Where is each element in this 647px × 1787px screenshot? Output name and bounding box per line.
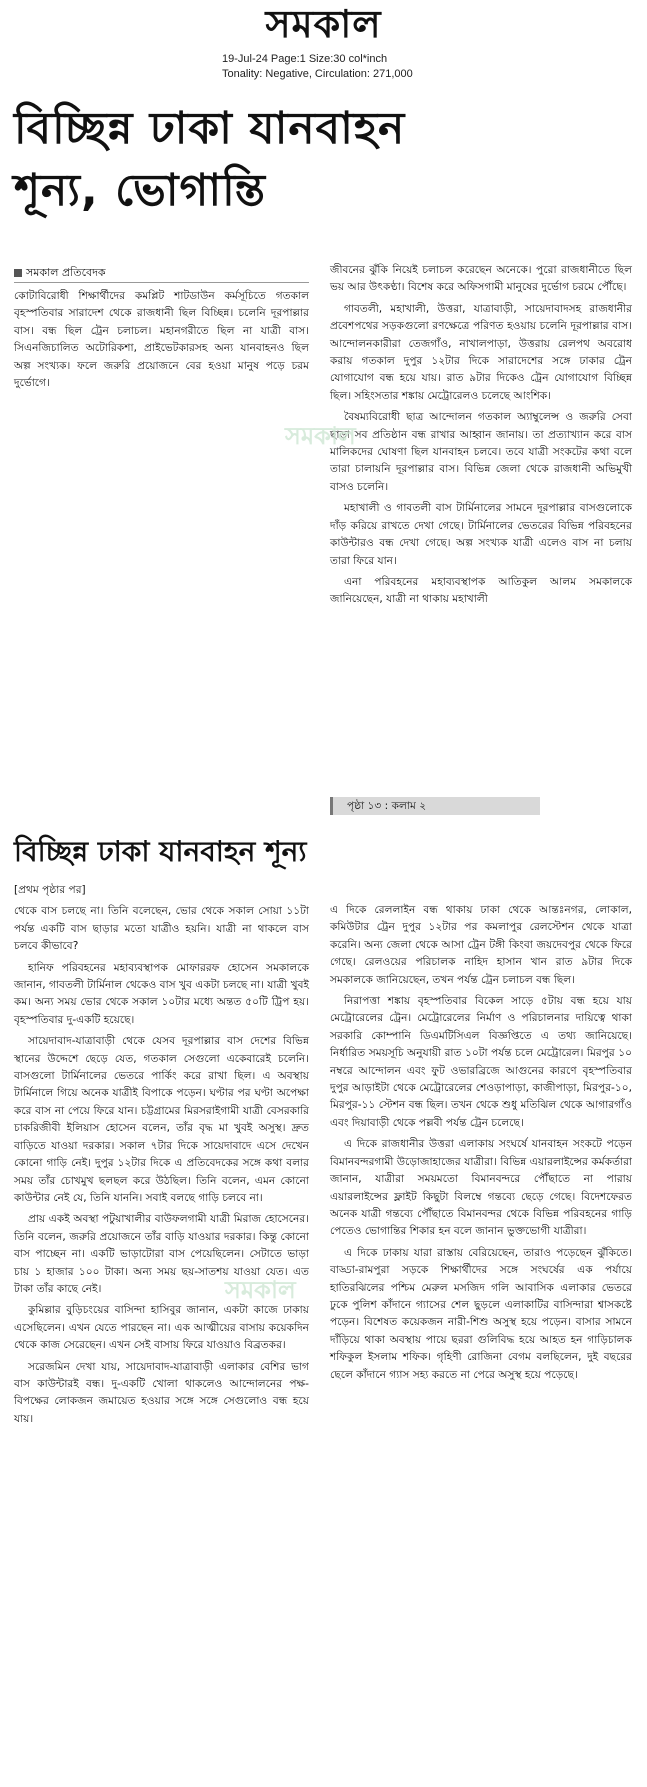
headline-line-2: শূন্য, ভোগান্তি: [14, 165, 266, 216]
meta-date-size: 19-Jul-24 Page:1 Size:30 col*inch: [222, 53, 388, 65]
paragraph: কুমিল্লার বুড়িচংয়ের বাসিন্দা হাসিবুর জানান, একটা কাজে ঢাকায় এসেছিলেন। এখন যেতে পারছেন না। এক আত্মীয়ের বাসায় কয়েকদিন থেকে কাজ সেরেছেন। এখন সেই বাসায় ফিরে যাওয়াও বিব্রতকর।: [14, 1304, 309, 1352]
top-article-column-2: [330, 262, 632, 792]
byline-square-icon: [14, 269, 22, 277]
masthead-logo: সমকাল: [265, 1, 382, 46]
main-headline: [14, 98, 634, 222]
byline-text: সমকাল প্রতিবেদক: [26, 266, 106, 279]
bottom-article-column-2: [330, 902, 632, 1777]
paragraph: এ দিকে ঢাকায় যারা রাস্তায় বেরিয়েছেন, তারাও পড়েছেন ঝুঁকিতে। বাড্ডা-রামপুরা সড়কে শিক্ষার্থীদের সঙ্গে সংঘর্ষের এক পর্যায়ে হাতিরঝিলের পশ্চিম মেরুল মসজিদ গলি আবাসিক এলাকার ভেতরে ঢুকে পুলিশ কাঁদানে গ্যাসের শেল ছুড়লে এলাকাটির বাসিন্দারা শ্বাসকষ্টে পড়েন। বিশেষত কয়েকজন নারী-শিশু অসুস্থ হয়ে পড়েন। বাসার সামনে দাঁড়িয়ে থাকা অবস্থায় পায়ে ছররা গুলিবিদ্ধ হয়ে আহত হন গাড়িচালক শফিকুল ইসলাম শফিক। গৃহিণী রোজিনা বেগম বলছিলেন, দুই বছরের ছেলে কাঁদানে গ্যাস সহ্য করতে না পেরে অসুস্থ হয়ে পড়েছে।: [330, 1246, 632, 1381]
paragraph: হানিফ পরিবহনের মহাব্যবস্থাপক মোফাররফ হোসেন সমকালকে জানান, গাবতলী টার্মিনাল থেকেও বাস খুব একটা চলছে না। যাত্রী খুবই কম। অন্য সময় ভোর থেকে সকাল ১০টার মধ্যে অন্তত ৫০টি ট্রিপ হয়। বৃহস্পতিবার দু-একটি হয়েছে।: [14, 961, 309, 1026]
byline: [14, 266, 314, 280]
paragraph: কোটাবিরোধী শিক্ষার্থীদের কমপ্লিট শাটডাউন কর্মসূচিতে গতকাল বৃহস্পতিবার সারাদেশ থেকে রাজধানী ছিল বিচ্ছিন্ন। চলেনি দূরপাল্লার বাস। বন্ধ ছিল ট্রেন চলাচল। মহানগরীতে ছিল না যাত্রী বাস। সিএনজিচালিত অটোরিকশা, প্রাইভেটকারসহ অন্য যানবাহনও ছিল অল্প সংখ্যক। ফলে জরুরি প্রয়োজনে বের হওয়া মানুষ পড়ে চরম দুর্ভোগে।: [14, 290, 309, 390]
paragraph: প্রায় একই অবস্থা পটুয়াখালীর বাউফলগামী যাত্রী মিরাজ হোসেনের। তিনি বলেন, জরুরি প্রয়োজনে তাঁর বাড়ি যাওয়ার দরকার। কিন্তু কোনো বাস পাচ্ছেন না। একটি ভাড়াটোরা বাস পেয়েছিলেন। সেটাতে ভাড়া চায় ১ হাজার ১০০ টাকা। অন্য সময় ছয়-সাতশয় যাওয়া যেত। এত টাকা তাঁর কাছে নেই।: [14, 1213, 309, 1295]
top-article-column-1: [14, 288, 309, 408]
paragraph: এ দিকে রাজধানীর উত্তরা এলাকায় সংঘর্ষে যানবাহন সংকটে পড়েন বিমানবন্দরগামী উড়োজাহাজের যাত্রীরা। বিভিন্ন এয়ারলাইন্সের কর্মকর্তারা জানান, যাত্রীরা সময়মতো বিমানবন্দরে পৌঁছাতে না পারায় এয়ারলাইন্সের ফ্লাইট কিছুটা বিলম্বে গন্তব্যে ছেড়ে গেছে। বিদেশফেরত অনেক যাত্রী গন্তব্যে পৌঁছাতে বিমানবন্দর থেকে বিভিন্ন পরিবহনের গাড়ি পেতেও ভোগান্তির শিকার হন বলে জানান ভুক্তভোগী যাত্রীরা।: [330, 1138, 632, 1238]
jump-reference: পৃষ্ঠা ১৩ : কলাম ২: [330, 797, 540, 815]
paragraph: সায়েদাবাদ-যাত্রাবাড়ী থেকে যেসব দূরপাল্লার বাস দেশের বিভিন্ন স্থানের উদ্দেশে ছেড়ে যেত, গতকাল সেগুলো একেবারেই চলেনি। বাসগুলো টার্মিনালের ভেতরে পার্কিং করে রাখা ছিল। এ অবস্থায় টার্মিনালে গিয়ে অনেক যাত্রীই বিপাকে পড়েন। ঘণ্টার পর ঘণ্টা অপেক্ষা করে বাস না পেয়ে ফিরে যান। চট্টগ্রামের মিরসরাইগামী যাত্রী বেসরকারি চাকরিজীবী ইলিয়াস হোসেন বলেন, তাঁর বৃদ্ধ মা খুবই অসুস্থ। দ্রুত বাড়িতে যাওয়া দরকার। সকাল ৭টার দিকে সায়েদাবাদে এসে দেখেন কোনো গাড়ি নেই। দুপুর ১২টার দিকে এ প্রতিবেদকের সঙ্গে কথা বলার সময় তাঁর চোখমুখ ছলছল করে উঠছিল। তিনি বলেন, এমন কোনো কাউন্টার নেই যে, তিনি যাননি। সবাই বলছে গাড়ি চলবে না।: [14, 1035, 309, 1204]
continuation-label: [প্রথম পৃষ্ঠার পর]: [14, 884, 86, 896]
paragraph: সরেজমিন দেখা যায়, সায়েদাবাদ-যাত্রাবাড়ী এলাকার বেশির ভাগ বাস কাউন্টারই বন্ধ। দু-একটি খোলা থাকলেও আন্দোলনের পক্ষ-বিপক্ষের লোকজন জমায়েত হওয়ার সঙ্গে সঙ্গে সেগুলোও বন্ধ হয়ে যায়।: [14, 1360, 309, 1425]
paragraph: এ দিকে রেললাইন বন্ধ থাকায় ঢাকা থেকে আন্তঃনগর, লোকাল, কমিউটার ট্রেন দুপুর ১২টার পর কমলাপুর রেলস্টেশন থেকে যাত্রা করেনি। অন্য জেলা থেকে আসা ট্রেন টঙ্গী কিংবা জয়দেবপুর থেকে ফিরে গেছে। রেলওয়ের পরিচালক নাহিদ হাসান খান রাত ৯টার দিকে সমকালকে জানিয়েছেন, তখন পর্যন্ত ট্রেন চলাচল বন্ধ ছিল।: [330, 904, 632, 986]
paragraph: জীবনের ঝুঁকি নিয়েই চলাচল করেছেন অনেকে। পুরো রাজধানীতে ছিল ভয় আর উৎকণ্ঠা। বিশেষ করে অফিসগামী মানুষের দুর্ভোগ চরমে পৌঁছে।: [330, 264, 632, 294]
headline-line-1: বিচ্ছিন্ন ঢাকা যানবাহন: [14, 103, 406, 154]
byline-rule: [14, 282, 309, 283]
clipping-meta: [222, 52, 482, 82]
watermark-logo: সমকাল: [285, 422, 356, 450]
watermark-logo: সমকাল: [225, 1276, 296, 1304]
paragraph: গাবতলী, মহাখালী, উত্তরা, যাত্রাবাড়ী, সায়েদাবাদসহ রাজধানীর প্রবেশপথের সড়কগুলো রণক্ষেত্রে পরিণত হওয়ায় চলেনি দূরপাল্লার বাস। আন্দোলনকারীরা তেজগাঁও, নাখালপাড়া, উত্তরায় রেলপথ অবরোধ করায় গতকাল দুপুর ১২টার দিকে সারাদেশের সঙ্গে ঢাকার ট্রেন যোগাযোগ বন্ধ হয়ে যায়। রাত ৯টার দিকেও ট্রেন যোগাযোগ বিচ্ছিন্ন ছিল। সহিংসতার শঙ্কায় মেট্রোরেলও চলেছে আংশিক।: [330, 302, 632, 402]
paragraph: এনা পরিবহনের মহাব্যবস্থাপক আতিকুল আলম সমকালকে জানিয়েছেন, যাত্রী না থাকায় মহাখালী: [330, 575, 632, 606]
paragraph: নিরাপত্তা শঙ্কায় বৃহস্পতিবার বিকেল সাড়ে ৫টায় বন্ধ হয়ে যায় মেট্রোরেলের ট্রেন। মেট্রোরেলের নির্মাণ ও পরিচালনার দায়িত্বে থাকা সরকারি কোম্পানি ডিএমটিসিএল বিজ্ঞপ্তিতে এ তথ্য জানিয়েছে। নির্ধারিত সময়সূচি অনুযায়ী রাত ১০টা পর্যন্ত চলে মেট্রোরেল। মিরপুর ১০ নম্বরে আন্দোলন এবং ফুট ওভারব্রিজে আগুনের কারণে বৃহস্পতিবার দুপুর আড়াইটা থেকে মেট্রোরেলের শেওড়াপাড়া, কাজীপাড়া, মিরপুর-১০, মিরপুর-১১ স্টেশন বন্ধ ছিল। তখন থেকে শুধু মতিঝিল থেকে আগারগাঁও এবং দিয়াবাড়ী থেকে পল্লবী পর্যন্ত ট্রেন চলেছে।: [330, 995, 632, 1129]
bottom-article-column-1: [14, 882, 309, 1777]
meta-tonality: Tonality: Negative, Circulation: 271,000: [222, 68, 413, 80]
paragraph: বৈষম্যবিরোধী ছাত্র আন্দোলন গতকাল অ্যাম্বুলেন্স ও জরুরি সেবা ছাড়া সব প্রতিষ্ঠান বন্ধ রাখার আহ্বান জানায়। তা প্রত্যাখ্যান করে বাস মালিকদের ঘোষণা ছিল যানবাহন চলবে। তবে যাত্রী সংকটের কথা বলে তারা চালায়নি দূরপাল্লার বাস। বিভিন্ন জেলা থেকে রাজধানী অভিমুখী বাসও চলেনি।: [330, 411, 632, 493]
paragraph: মহাখালী ও গাবতলী বাস টার্মিনালের সামনে দূরপাল্লার বাসগুলোকে দাঁড় করিয়ে রাখতে দেখা গেছে। টার্মিনালের ভেতরের বিভিন্ন পরিবহনের কাউন্টারও বন্ধ দেখা গেছে। অল্প সংখ্যক যাত্রী এলেও বাস না চলায় তারা ফিরে যান।: [330, 502, 632, 567]
paragraph: থেকে বাস চলছে না। তিনি বলেছেন, ভোর থেকে সকাল সোয়া ১১টা পর্যন্ত একটি বাস ছাড়ার মতো যাত্রীও হয়নি। যাত্রী না থাকলে বাস চলবে কীভাবে?: [14, 905, 309, 953]
continuation-headline: বিচ্ছিন্ন ঢাকা যানবাহন শূন্য: [14, 835, 307, 868]
